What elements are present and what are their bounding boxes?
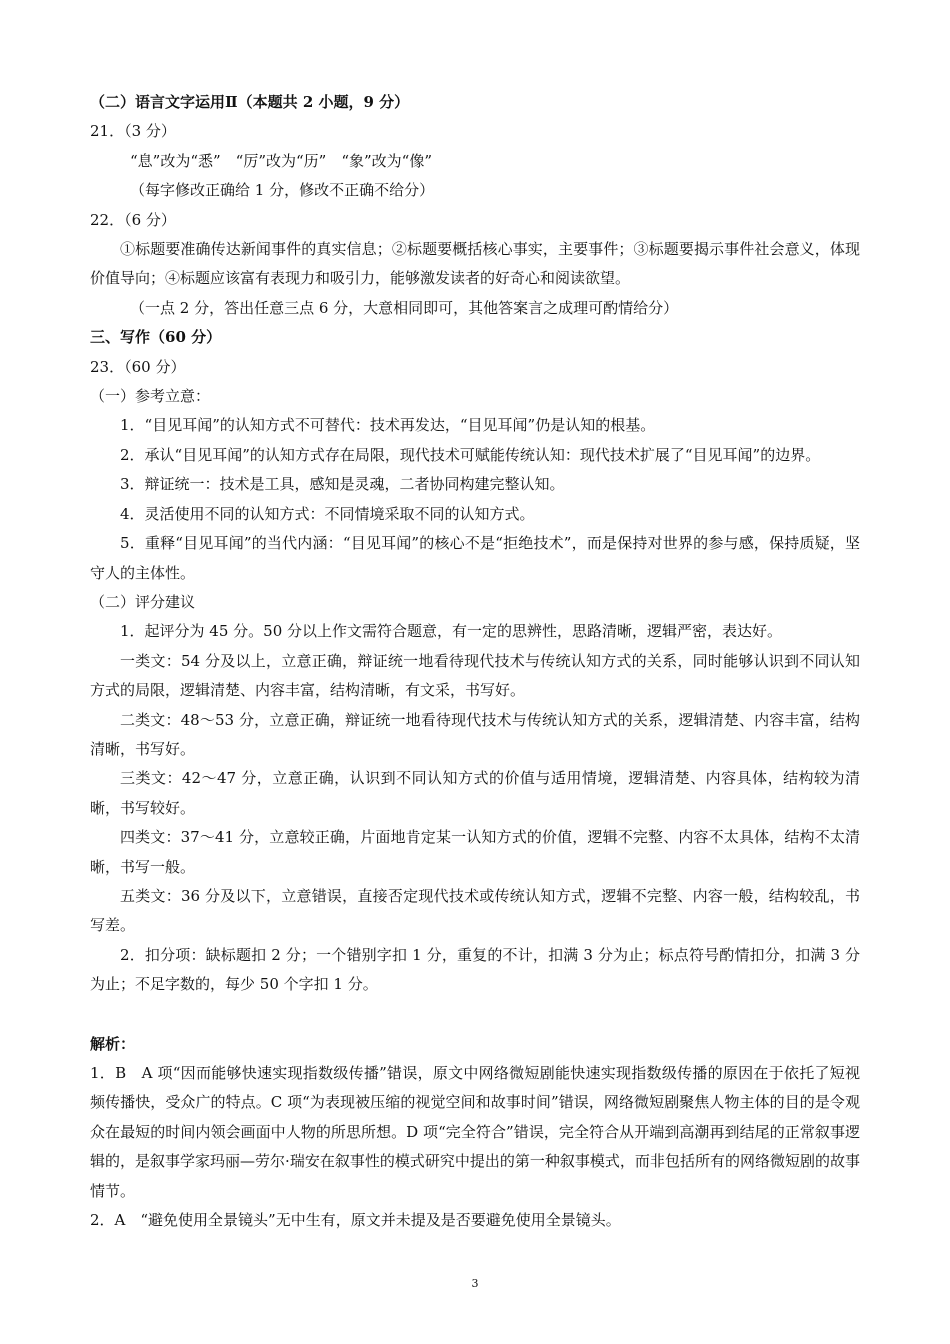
grading-item: 三类文：42～47 分，立意正确，认识到不同认知方式的价值与适用情境，逻辑清楚、内容具体，结构较为清晰，书写较好。: [90, 769, 860, 817]
grading-item: 二类文：48～53 分，立意正确，辩证统一地看待现代技术与传统认知方式的关系，逻辑清楚、内容丰富，结构清晰，书写好。: [90, 710, 860, 758]
grading-item: 2．扣分项：缺标题扣 2 分；一个错别字扣 1 分，重复的不计，扣满 3 分为止；标点符号酌情扣分，扣满 3 分为止；不足字数的，每少 50 个字扣 1 分。: [90, 945, 860, 994]
question-21-note: （每字修改正确给 1 分，修改不正确不给分）: [130, 181, 435, 200]
analysis-heading: 解析：: [90, 1034, 136, 1053]
grading-heading: （二）评分建议: [90, 592, 196, 611]
grading-item: 一类文：54 分及以上，立意正确，辩证统一地看待现代技术与传统认知方式的关系，同时能够认识到不同认知方式的局限，逻辑清楚、内容丰富，结构清晰，有文采，书写好。: [90, 651, 860, 700]
reference-item: 4．灵活使用不同的认知方式：不同情境采取不同的认知方式。: [120, 504, 535, 523]
section-heading-writing: 三、写作（60 分）: [90, 328, 222, 347]
reference-item: 3．辩证统一：技术是工具，感知是灵魂，二者协同构建完整认知。: [120, 475, 565, 494]
question-22-answer: ①标题要准确传达新闻事件的真实信息；②标题要概括核心事实，主要事件；③标题要揭示事件社会意义，体现价值导向；④标题应该富有表现力和吸引力，能够激发读者的好奇心和阅读欲望。: [90, 240, 860, 288]
answer-page: [90, 88, 860, 1235]
question-21-answer: “息”改为“悉” “厉”改为“历” “象”改为“像”: [130, 151, 433, 170]
spacer: [90, 1000, 860, 1030]
analysis-item: 1．B A 项“因而能够快速实现指数级传播”错误，原文中网络微短剧能快速实现指数级传播的原因在于依托了短视频传播快，受众广的特点。C 项“为表现被压缩的视觉空间和故事时间”错误，网络微短剧聚焦人物主体的目的是令观众在最短的时间内领会画面中人物的所思所想。D 项“完全符合”错误，完全符合从开端到高潮再到结尾的正常叙事逻辑的，是叙事学家玛丽—劳尔·瑞安在叙事性的模式研究中提出的第一种叙事模式，而非包括所有的网络微短剧的故事情节。: [90, 1064, 860, 1200]
grading-item: 五类文：36 分及以下，立意错误，直接否定现代技术或传统认知方式，逻辑不完整、内容一般，结构较乱，书写差。: [90, 886, 860, 935]
grading-item: 1．起评分为 45 分。50 分以上作文需符合题意，有一定的思辨性，思路清晰，逻辑严密，表达好。: [120, 622, 783, 641]
reference-item: 5．重释“目见耳闻”的当代内涵：“目见耳闻”的核心不是“拒绝技术”，而是保持对世界的参与感，保持质疑，坚守人的主体性。: [90, 534, 860, 582]
question-21-label: 21．（3 分）: [90, 122, 176, 141]
reference-item: 2．承认“目见耳闻”的认知方式存在局限，现代技术可赋能传统认知：现代技术扩展了“目见耳闻”的边界。: [120, 445, 821, 464]
question-22-note: （一点 2 分，答出任意三点 6 分，大意相同即可，其他答案言之成理可酌情给分）: [130, 298, 679, 317]
reference-heading: （一）参考立意：: [90, 387, 211, 406]
grading-item: 四类文：37～41 分，立意较正确，片面地肯定某一认知方式的价值，逻辑不完整、内容不太具体，结构不太清晰，书写一般。: [90, 828, 860, 876]
reference-item: 1．“目见耳闻”的认知方式不可替代：技术再发达，“目见耳闻”仍是认知的根基。: [120, 416, 656, 435]
analysis-item: 2．A “避免使用全景镜头”无中生有，原文并未提及是否要避免使用全景镜头。: [90, 1211, 621, 1230]
section-heading-language-use: （二）语言文字运用Ⅱ（本题共 2 小题，9 分）: [90, 93, 410, 111]
page-number: 3: [471, 1277, 479, 1290]
question-23-label: 23．（60 分）: [90, 357, 186, 376]
question-22-label: 22．（6 分）: [90, 210, 176, 229]
